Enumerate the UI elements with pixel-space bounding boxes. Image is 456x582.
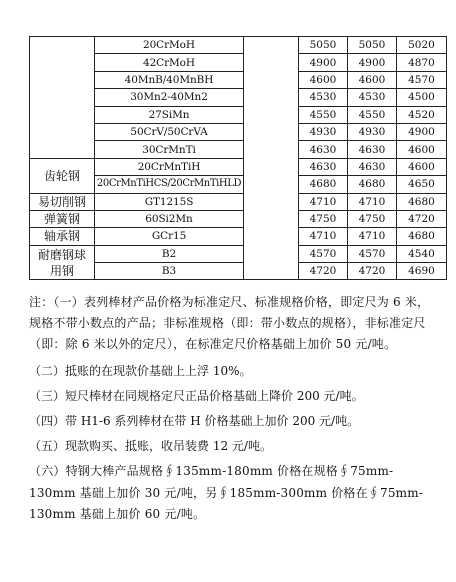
- price-cell: 4520: [397, 106, 447, 123]
- price-cell: 4570: [299, 245, 348, 262]
- grade-cell: 27SiMn: [95, 106, 244, 123]
- category-line: 耐磨钢球: [37, 247, 86, 262]
- price-cell: 4870: [397, 54, 447, 71]
- price-cell: 5050: [348, 37, 397, 54]
- category-cell: [30, 245, 95, 280]
- price-cell: 4680: [397, 193, 447, 210]
- blank-column-cell: [244, 37, 299, 280]
- price-cell: 5050: [299, 37, 348, 54]
- category-cell: 弹簧钢: [30, 210, 95, 227]
- table-row: [30, 210, 447, 227]
- category-cell-blank: [30, 37, 95, 159]
- price-cell: 4720: [397, 210, 447, 227]
- grade-cell: 20CrMoH: [95, 37, 244, 54]
- grade-cell: GCr15: [95, 228, 244, 245]
- price-cell: 4720: [348, 263, 397, 280]
- price-cell: 4930: [348, 123, 397, 140]
- note-5: （五）现款购买、抵账，收吊装费 12 元/吨。: [29, 439, 272, 454]
- price-cell: 4710: [299, 193, 348, 210]
- grade-cell: 50CrV/50CrVA: [95, 123, 244, 140]
- price-cell: 4710: [348, 193, 397, 210]
- price-cell: 4500: [397, 89, 447, 106]
- price-cell: 4630: [348, 141, 397, 158]
- grade-cell: 20CrMnTiH: [95, 158, 244, 175]
- price-cell: 4680: [299, 176, 348, 193]
- price-cell: 4650: [397, 176, 447, 193]
- price-cell: 4600: [397, 158, 447, 175]
- grade-cell: 20CrMnTiHCS/20CrMnTiHLD: [95, 176, 244, 193]
- note-3: （三）短尺棒材在同规格定尺正品价格基础上降价 200 元/吨。: [29, 388, 364, 403]
- table-row: [30, 158, 447, 175]
- note-2: （二）抵账的在现款价基础上上浮 10%。: [29, 363, 252, 378]
- category-cell: 易切削钢: [30, 193, 95, 210]
- price-cell: 4690: [397, 263, 447, 280]
- grade-cell: 30Mn2-40Mn2: [95, 89, 244, 106]
- price-cell: 4710: [348, 228, 397, 245]
- category-cell: 轴承钢: [30, 228, 95, 245]
- price-cell: 4550: [348, 106, 397, 123]
- price-cell: 4600: [299, 71, 348, 88]
- price-cell: 4720: [299, 263, 348, 280]
- price-cell: 4680: [397, 228, 447, 245]
- grade-cell: 60Si2Mn: [95, 210, 244, 227]
- price-cell: 4900: [348, 54, 397, 71]
- grade-cell: GT1215S: [95, 193, 244, 210]
- price-cell: 4600: [397, 141, 447, 158]
- price-cell: 4570: [348, 245, 397, 262]
- category-cell: 齿轮钢: [30, 158, 95, 193]
- price-cell: 4630: [299, 158, 348, 175]
- grade-cell: 42CrMoH: [95, 54, 244, 71]
- table-row: [30, 37, 447, 54]
- price-cell: 4630: [299, 141, 348, 158]
- price-cell: 4750: [299, 210, 348, 227]
- price-cell: 4750: [348, 210, 397, 227]
- notes-section: [29, 292, 439, 525]
- price-cell: 4600: [348, 71, 397, 88]
- note-1: 注：（一）表列棒材产品价格为标准定尺、标准规格价格，即定尺为 6 米，规格不带小数点的产品；非标准规格（即：带小数点的规格），非标准定尺（即：除 6 米以外的定尺），在标准定尺价格基础上加价 50 元/吨。: [29, 295, 430, 352]
- grade-cell: 40MnB/40MnBH: [95, 71, 244, 88]
- price-cell: 4530: [348, 89, 397, 106]
- price-cell: 4570: [397, 71, 447, 88]
- price-cell: 5020: [397, 37, 447, 54]
- price-cell: 4900: [397, 123, 447, 140]
- category-line: 用钢: [49, 263, 74, 278]
- price-cell: 4530: [299, 89, 348, 106]
- note-4: （四）带 H1-6 系列棒材在带 H 价格基础上加价 200 元/吨。: [29, 414, 360, 429]
- grade-cell: B2: [95, 245, 244, 262]
- price-table: [29, 36, 447, 280]
- price-cell: 4900: [299, 54, 348, 71]
- table-row: [30, 245, 447, 262]
- price-cell: 4540: [397, 245, 447, 262]
- price-cell: 4680: [348, 176, 397, 193]
- price-cell: 4710: [299, 228, 348, 245]
- price-cell: 4930: [299, 123, 348, 140]
- grade-cell: B3: [95, 263, 244, 280]
- grade-cell: 30CrMnTi: [95, 141, 244, 158]
- table-row: [30, 228, 447, 245]
- price-cell: 4630: [348, 158, 397, 175]
- table-row: [30, 193, 447, 210]
- note-6: （六）特钢大棒产品规格∮135mm-180mm 价格在规格∮75mm-130mm 基础上加价 30 元/吨，另∮185mm-300mm 价格在∮75mm-130mm 基础上加价 60 元/吨。: [29, 464, 424, 521]
- price-cell: 4550: [299, 106, 348, 123]
